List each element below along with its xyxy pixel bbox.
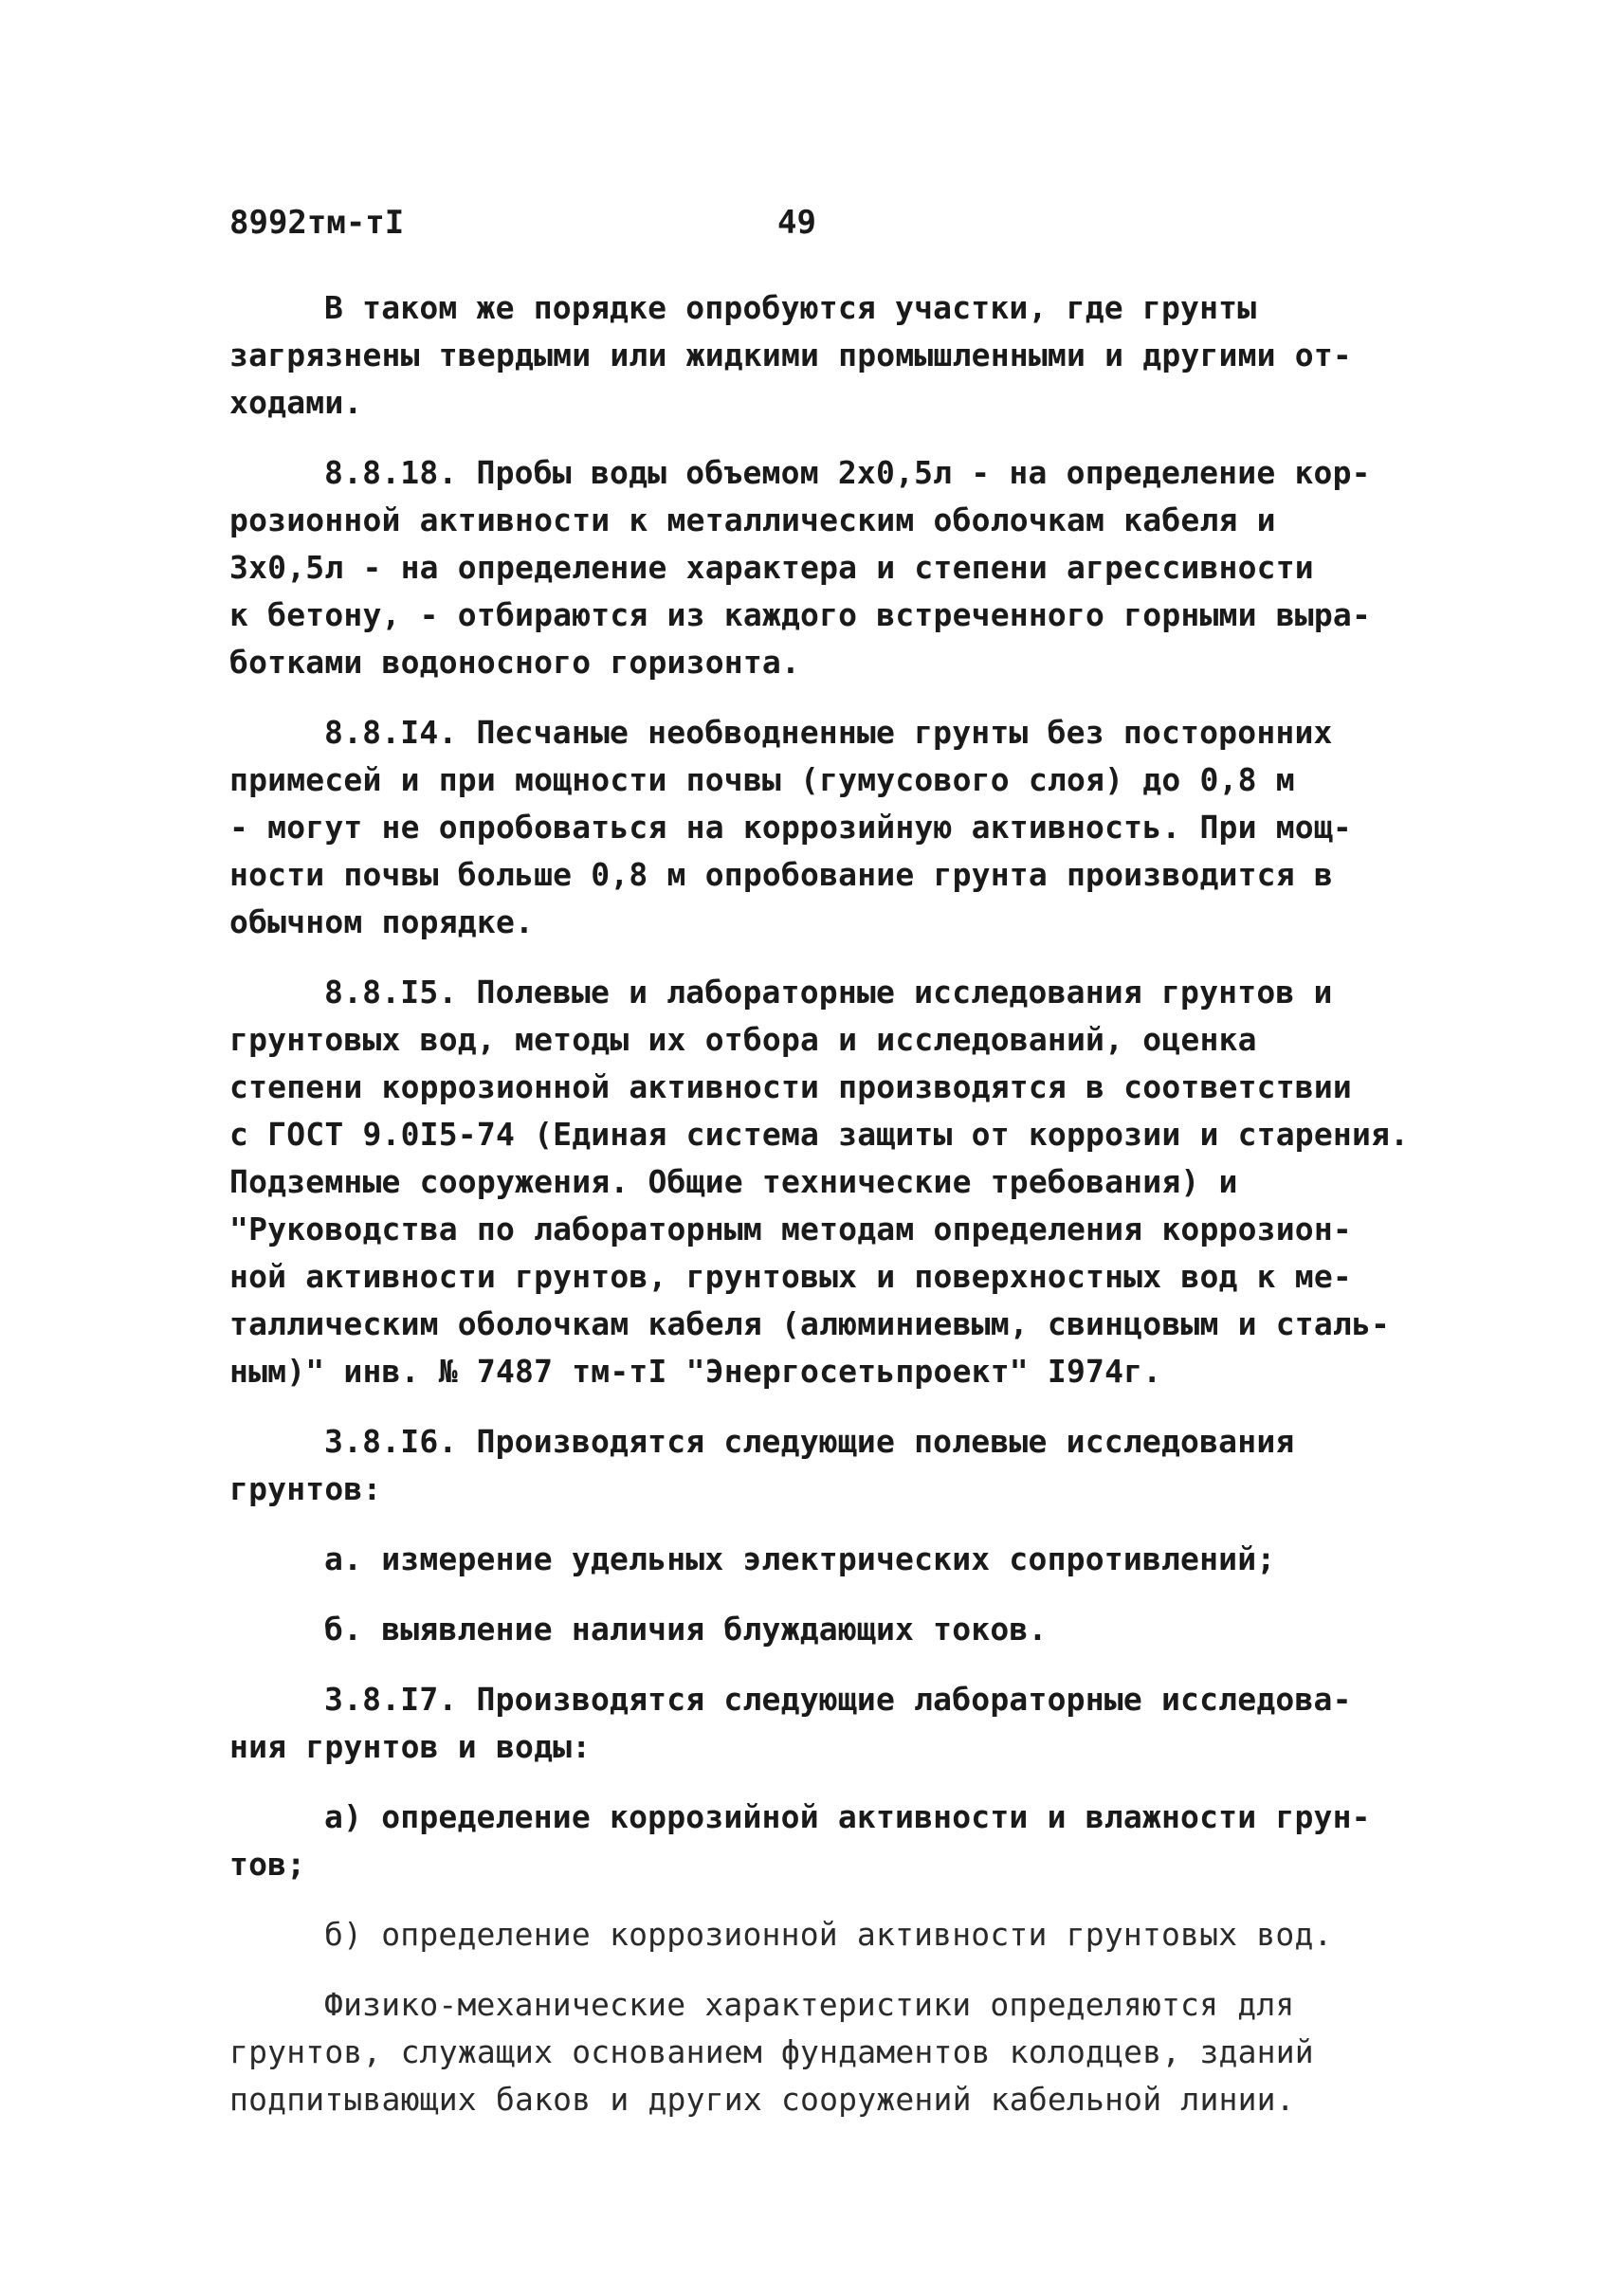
text-line: 8.8.18. Пробы воды объемом 2х0,5л - на определение кор- (324, 454, 1371, 491)
text-line: б. выявление наличия блуждающих токов. (324, 1611, 1048, 1648)
text-line: грунтовых вод, методы их отбора и исследований, оценка (229, 1021, 1257, 1058)
list-item-b-field (229, 1606, 1433, 1653)
text-line: к бетону, - отбираются из каждого встреченного горными выра- (229, 596, 1372, 633)
text-line: 3.8.I7. Производятся следующие лабораторные исследова- (324, 1681, 1352, 1718)
text-line: грунтов: (229, 1470, 382, 1507)
paragraph-3-3-13 (229, 449, 1433, 686)
text-line: загрязнены твердыми или жидкими промышленными и другими от- (229, 337, 1352, 373)
text-line: с ГОСТ 9.0I5-74 (Единая система защиты от коррозии и старения. (229, 1116, 1410, 1153)
text-line: а. измерение удельных электрических сопротивлений; (324, 1540, 1276, 1577)
text-line: ным)" инв. № 7487 тм-тI "Энергосетьпроект" I974г. (229, 1353, 1162, 1390)
text-line: Физико-механические характеристики определяются для (324, 1986, 1295, 2023)
text-line: тов; (229, 1846, 306, 1883)
paragraph-3-3-16 (229, 1418, 1433, 1513)
list-item-b-lab (229, 1911, 1433, 1958)
text-line: таллическим оболочкам кабеля (алюминиевым, свинцовым и сталь- (229, 1305, 1391, 1342)
text-line: обычном порядке. (229, 903, 535, 940)
text-line: 8.8.I4. Песчаные необводненные грунты без посторонних (324, 714, 1333, 751)
paragraph-3-3-17 (229, 1676, 1433, 1771)
text-line: 3.8.I6. Производятся следующие полевые исследования (324, 1423, 1295, 1460)
list-item-a-field (229, 1536, 1433, 1583)
text-line: ходами. (229, 384, 363, 421)
text-line: грунтов, служащих основанием фундаментов колодцев, зданий (229, 2033, 1314, 2070)
text-line: "Руководства по лабораторным методам определения коррозион- (229, 1211, 1352, 1248)
text-line: В таком же порядке опробуются участки, где грунты (324, 289, 1257, 326)
page-header (229, 204, 1414, 251)
text-line: 8.8.I5. Полевые и лабораторные исследования грунтов и (324, 974, 1333, 1011)
paragraph-3-3-15 (229, 969, 1433, 1395)
paragraph-contaminated-soils (229, 284, 1433, 427)
text-line: б) определение коррозионной активности грунтовых вод. (324, 1916, 1333, 1953)
paragraph-physical-mechanical (229, 1981, 1433, 2123)
text-line: 3х0,5л - на определение характера и степени агрессивности (229, 549, 1314, 586)
text-line: розионной активности к металлическим оболочкам кабеля и (229, 501, 1276, 538)
text-line: степени коррозионной активности производятся в соответствии (229, 1068, 1352, 1105)
text-line: ботками водоносного горизонта. (229, 644, 801, 681)
text-line: - могут не опробоваться на коррозийную активность. При мощ- (229, 809, 1352, 846)
text-line: ной активности грунтов, грунтовых и поверхностных вод к ме- (229, 1258, 1352, 1295)
text-line: примесей и при мощности почвы (гумусового слоя) до 0,8 м (229, 761, 1295, 798)
list-item-a-lab (229, 1794, 1433, 1888)
document-body (229, 284, 1433, 2146)
text-line: подпитывающих баков и других сооружений кабельной линии. (229, 2081, 1295, 2118)
paragraph-3-3-14 (229, 709, 1433, 946)
text-line: ния грунтов и воды: (229, 1728, 592, 1765)
document-code: 8992тм-тI (229, 204, 405, 242)
page-number: 49 (777, 204, 816, 242)
text-line: ности почвы больше 0,8 м опробование грунта производится в (229, 856, 1333, 893)
text-line: а) определение коррозийной активности и влажности грун- (324, 1798, 1371, 1835)
text-line: Подземные сооружения. Общие технические требования) и (229, 1163, 1238, 1200)
